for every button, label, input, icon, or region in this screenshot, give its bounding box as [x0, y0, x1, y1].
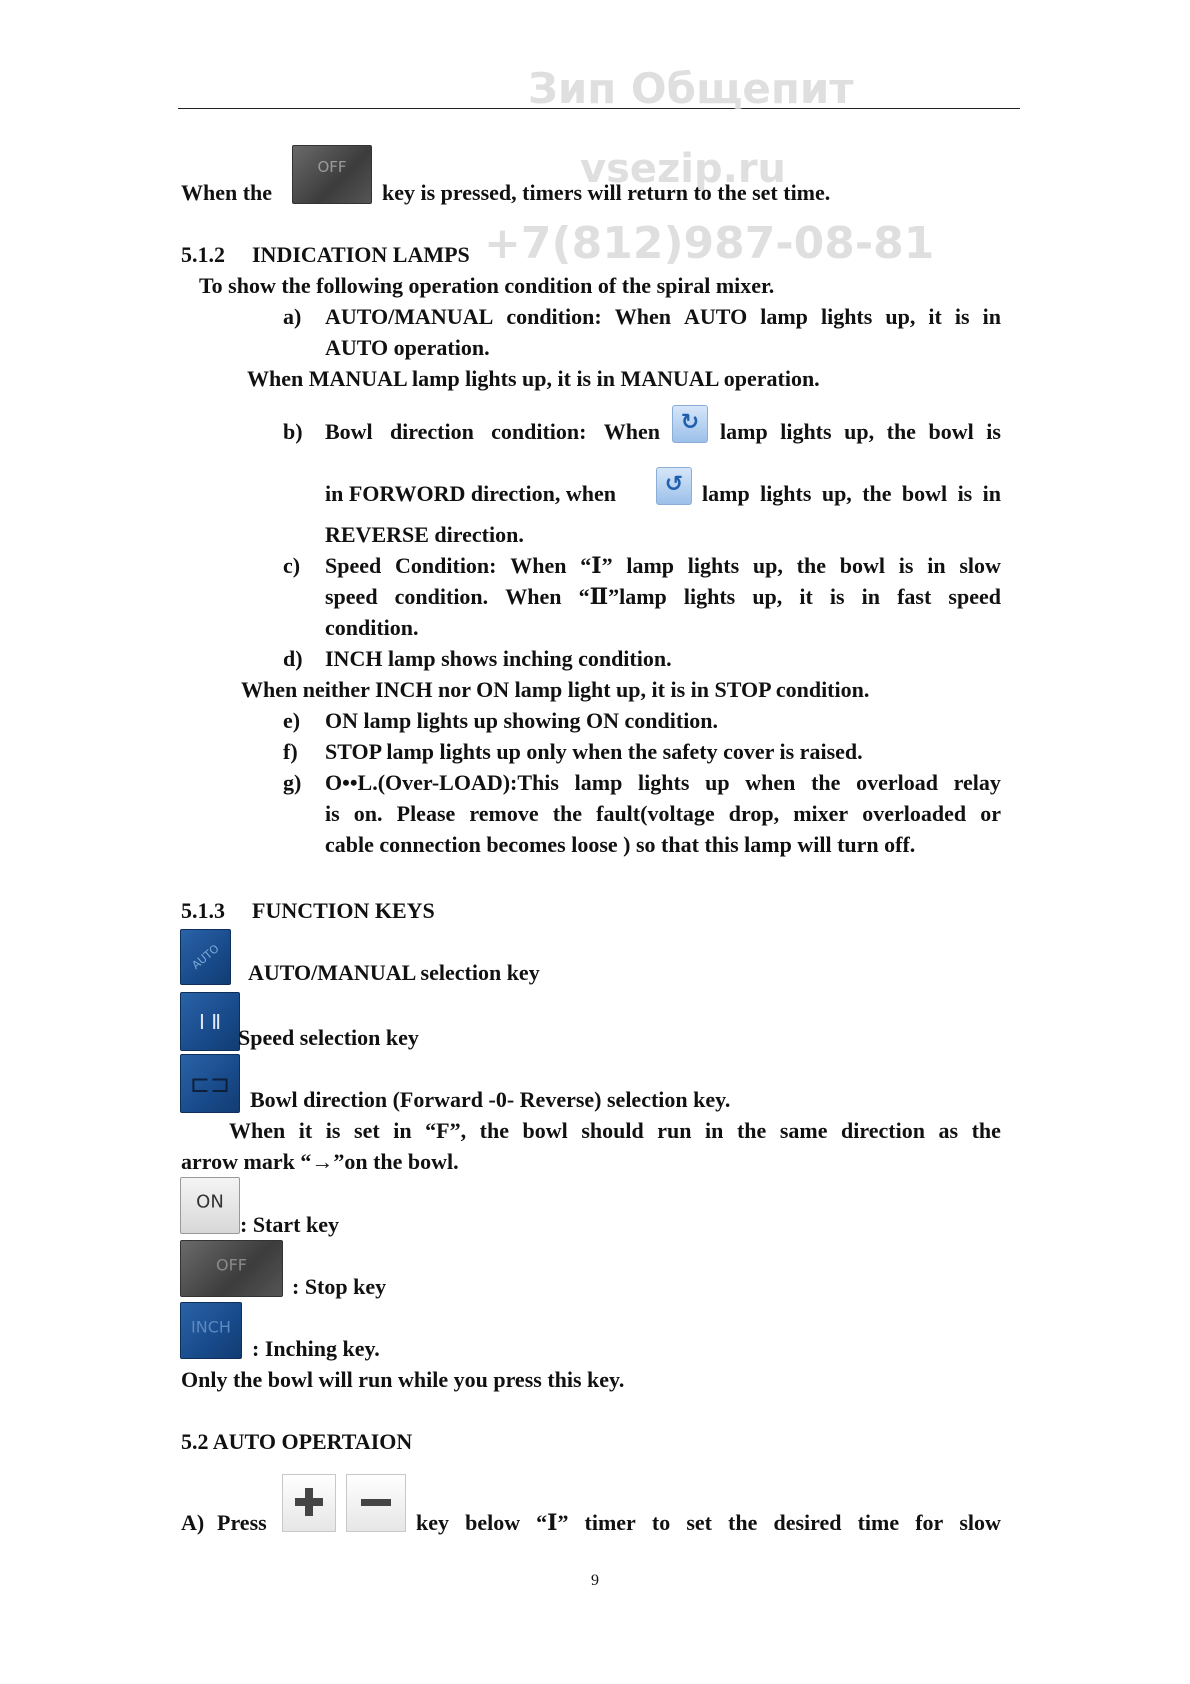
word: slow — [959, 1510, 1001, 1535]
word: condition. — [394, 584, 489, 609]
item-g-label: g) — [283, 770, 302, 795]
word: is — [325, 1118, 341, 1143]
reverse-lamp-icon: ↺ — [656, 467, 692, 505]
word: When — [510, 553, 567, 578]
step-a-press: Press — [217, 1510, 267, 1535]
item-b-label: b) — [283, 419, 303, 444]
watermark-phone: +7(812)987-08-81 — [484, 218, 935, 269]
word: as — [938, 1118, 959, 1143]
word: set — [686, 1510, 712, 1535]
word: lights — [638, 770, 690, 795]
word: is — [954, 304, 970, 329]
word: when — [745, 770, 796, 795]
word: timer — [584, 1510, 636, 1535]
plus-icon-v — [305, 1488, 313, 1516]
word: is — [829, 584, 845, 609]
word: lights — [820, 304, 873, 329]
word: up, — [885, 304, 916, 329]
word: “Ⅱ”lamp — [578, 584, 667, 609]
word: “F”, — [425, 1118, 467, 1143]
word: condition: — [506, 304, 602, 329]
item-d-label: d) — [283, 646, 303, 671]
word: the — [796, 553, 826, 578]
word: lamp — [702, 481, 750, 506]
word: below — [465, 1510, 521, 1535]
step-a-after — [416, 1510, 1001, 1536]
word: up, — [752, 584, 783, 609]
word: Speed — [325, 553, 382, 578]
word: up, — [844, 419, 875, 444]
auto-manual-key-glyph: AUTO — [189, 942, 222, 972]
minus-icon — [361, 1499, 391, 1506]
direction-note-line2: arrow mark “→”on the bowl. — [181, 1149, 459, 1174]
word: lights — [683, 584, 736, 609]
word: When — [229, 1118, 286, 1143]
word: lights — [780, 419, 832, 444]
word: When — [603, 419, 660, 444]
item-c-line2 — [325, 584, 1001, 610]
off-key-image-2 — [180, 1240, 283, 1297]
word: or — [980, 801, 1001, 826]
word: in — [982, 304, 1001, 329]
word: is — [957, 481, 973, 506]
item-g-line1 — [325, 770, 1001, 796]
item-b-line1-right — [720, 419, 1001, 445]
word: the — [971, 1118, 1001, 1143]
on-key-text: ON — [196, 1191, 224, 1213]
off-key-text: OFF — [216, 1255, 247, 1275]
word: bowl — [522, 1118, 568, 1143]
stop-note: When neither INCH nor ON lamp light up, it is in STOP condition. — [241, 677, 870, 702]
word: lamp — [720, 419, 768, 444]
word: it — [298, 1118, 313, 1143]
section-intro-512: To show the following operation condition of the spiral mixer. — [199, 273, 775, 298]
item-a-line1 — [325, 304, 1001, 330]
word: direction — [841, 1118, 925, 1143]
item-e-text: ON lamp lights up showing ON condition. — [325, 708, 719, 733]
minus-key-image — [346, 1474, 406, 1532]
speed-key-label: Speed selection key — [238, 1025, 419, 1050]
item-e-label: e) — [283, 708, 301, 733]
word: “Ⅰ” — [580, 553, 613, 578]
word: remove — [469, 801, 539, 826]
word: for — [915, 1510, 944, 1535]
word: the — [736, 1118, 767, 1143]
word: lights — [687, 553, 740, 578]
item-d-text: INCH lamp shows inching condition. — [325, 646, 672, 671]
item-c-line1 — [325, 553, 1001, 579]
speed-key-glyph: Ⅰ Ⅱ — [198, 1009, 222, 1034]
word: up — [705, 770, 730, 795]
word: bowl — [839, 553, 886, 578]
word: should — [581, 1118, 644, 1143]
word: the — [552, 801, 583, 826]
page-number: 9 — [591, 1572, 599, 1589]
direction-key-image — [180, 1054, 240, 1113]
item-b-line3: REVERSE direction. — [325, 522, 524, 547]
word: speed — [948, 584, 1001, 609]
word: the — [728, 1510, 758, 1535]
word: drop, — [728, 801, 780, 826]
item-b-line2-left: in FORWORD direction, when — [325, 481, 616, 506]
word: it — [928, 304, 942, 329]
word: AUTO — [684, 304, 748, 329]
word: bowl — [928, 419, 974, 444]
section-title-52: 5.2 AUTO OPERTAION — [181, 1429, 413, 1454]
word: Please — [396, 801, 456, 826]
intro-text-after: key is pressed, timers will return to the set time. — [382, 180, 831, 205]
on-key-label: : Start key — [240, 1212, 339, 1237]
word: lights — [760, 481, 812, 506]
section-number-513: 5.1.3 — [181, 898, 225, 923]
item-f-label: f) — [283, 739, 298, 764]
word: run — [657, 1118, 692, 1143]
word: the — [886, 419, 916, 444]
word: mixer — [793, 801, 849, 826]
watermark-title: Зип Общепит — [528, 64, 854, 113]
word: O••L.(Over-LOAD):This — [325, 770, 559, 795]
word: time — [857, 1510, 900, 1535]
manual-note: When MANUAL lamp lights up, it is in MANUAL operation. — [247, 366, 820, 391]
item-g-line3: cable connection becomes loose ) so that this lamp will turn off. — [325, 832, 916, 857]
word: the — [811, 770, 841, 795]
section-number-512: 5.1.2 — [181, 242, 225, 267]
inch-note: Only the bowl will run while you press this key. — [181, 1367, 625, 1392]
word: condition: — [491, 419, 587, 444]
auto-manual-key-image — [180, 929, 231, 985]
word: up, — [821, 481, 852, 506]
word: same — [779, 1118, 828, 1143]
item-a-label: a) — [283, 304, 302, 329]
item-a-line2: AUTO operation. — [325, 335, 490, 360]
intro-text-before: When the — [181, 180, 273, 205]
word: Condition: — [395, 553, 497, 578]
word: in — [705, 1118, 724, 1143]
section-title-513: FUNCTION KEYS — [252, 898, 435, 923]
item-f-text: STOP lamp lights up only when the safety cover is raised. — [325, 739, 863, 764]
item-c-label: c) — [283, 553, 301, 578]
inch-key-image — [180, 1302, 242, 1359]
word: in — [982, 481, 1001, 506]
word: fault(voltage — [596, 801, 715, 826]
forward-lamp-icon: ↻ — [672, 405, 708, 443]
word: on. — [353, 801, 383, 826]
off-key-image-label: OFF — [317, 157, 347, 176]
item-c-line3: condition. — [325, 615, 419, 640]
word: up, — [752, 553, 783, 578]
word: the — [862, 481, 892, 506]
off-key-image — [292, 145, 372, 204]
word: it — [799, 584, 813, 609]
word: lamp — [760, 304, 808, 329]
section-title-512: INDICATION LAMPS — [252, 242, 470, 267]
item-g-line2 — [325, 801, 1001, 827]
word: is — [898, 553, 914, 578]
plus-key-image — [282, 1474, 336, 1532]
word: slow — [959, 553, 1001, 578]
word: in — [393, 1118, 412, 1143]
step-a-label: A) — [181, 1510, 205, 1535]
word: overloaded — [862, 801, 967, 826]
word: When — [614, 304, 671, 329]
auto-manual-key-label: AUTO/MANUAL selection key — [248, 960, 540, 985]
word: speed — [325, 584, 378, 609]
word: lamp — [626, 553, 675, 578]
word: is — [986, 419, 1001, 444]
direction-key-glyph: ⊏⊐ — [189, 1069, 231, 1098]
word: lamp — [574, 770, 623, 795]
word: direction — [389, 419, 474, 444]
inch-key-text: INCH — [191, 1317, 231, 1337]
word: relay — [953, 770, 1001, 795]
word: “Ⅰ” — [536, 1510, 569, 1535]
speed-key-image — [180, 992, 240, 1051]
word: is — [325, 801, 340, 826]
word: Bowl — [325, 419, 373, 444]
word: the — [479, 1118, 509, 1143]
word: AUTO/MANUAL — [325, 304, 494, 329]
word: bowl — [901, 481, 948, 506]
word: overload — [856, 770, 938, 795]
word: set — [354, 1118, 380, 1143]
item-b-line1-left — [325, 419, 660, 445]
word: key — [416, 1510, 449, 1535]
word: in — [927, 553, 946, 578]
word: desired — [773, 1510, 842, 1535]
direction-note-line1 — [229, 1118, 1001, 1144]
inch-key-label: : Inching key. — [252, 1336, 380, 1361]
item-b-line2-right — [702, 481, 1001, 507]
word: in — [861, 584, 881, 609]
word: When — [505, 584, 562, 609]
watermark-site: vsezip.ru — [580, 146, 787, 192]
on-key-image — [180, 1177, 240, 1234]
direction-key-label: Bowl direction (Forward -0- Reverse) selection key. — [250, 1087, 731, 1112]
word: to — [651, 1510, 671, 1535]
off-key-label: : Stop key — [292, 1274, 387, 1299]
word: fast — [897, 584, 932, 609]
